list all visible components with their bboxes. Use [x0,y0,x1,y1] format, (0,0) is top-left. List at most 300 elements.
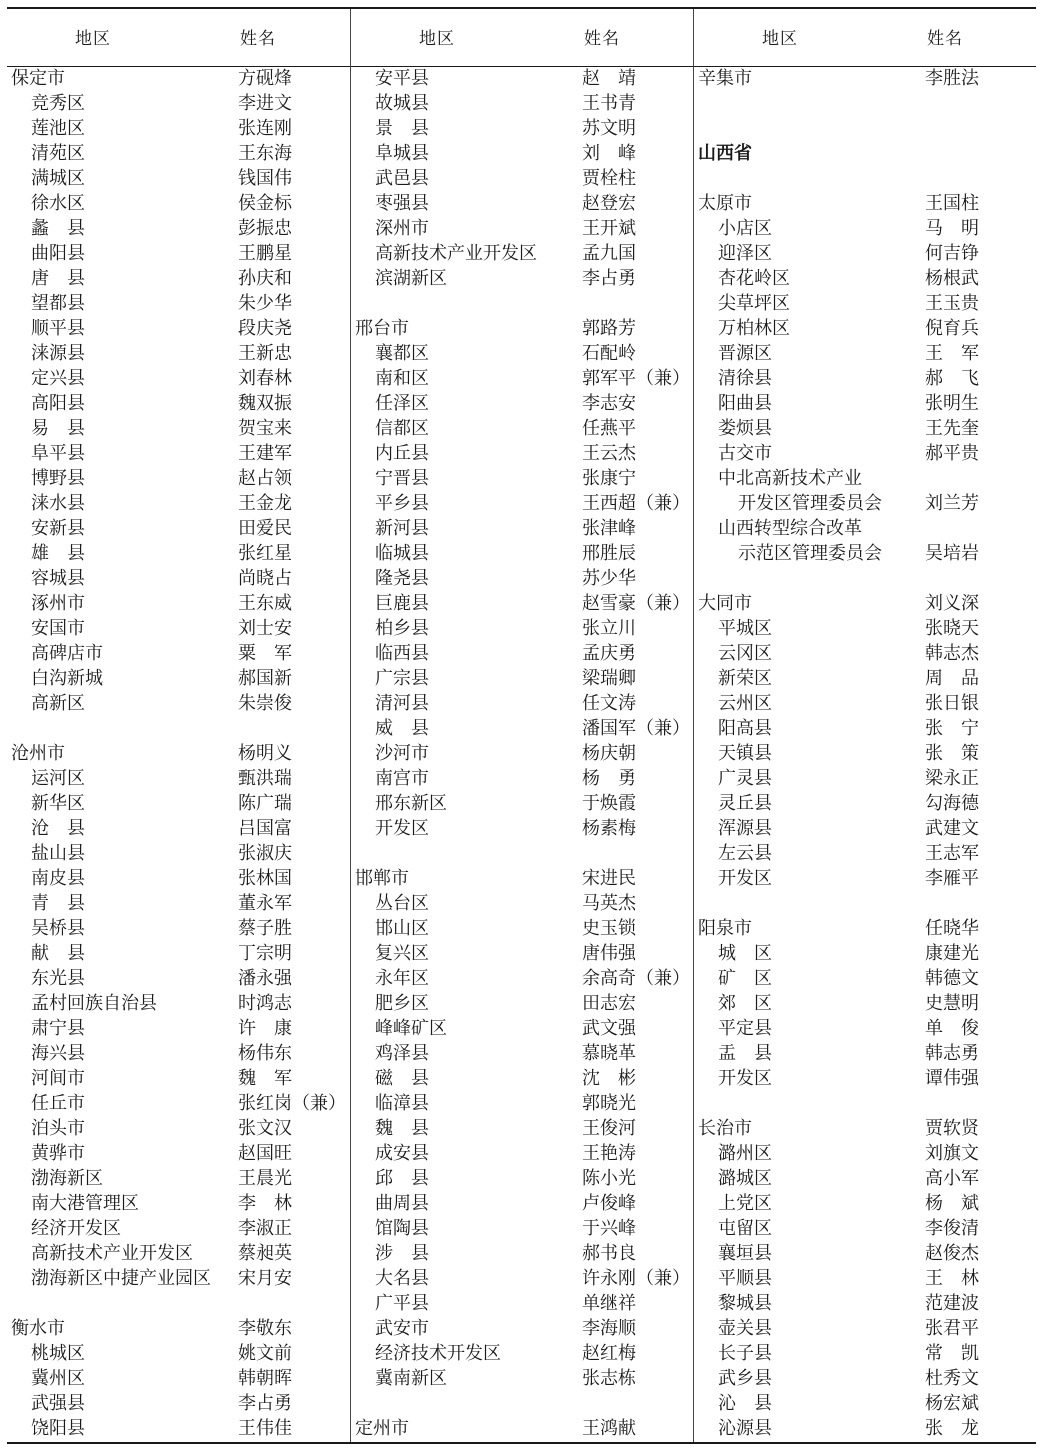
name-cell: 彭振忠 [238,218,292,239]
name-cell: 王国柱 [925,193,979,214]
table-column-1 [7,9,349,1439]
region-cell: 鸡泽县 [375,1043,429,1064]
table-row [7,441,349,466]
name-cell: 侯金标 [238,193,292,214]
table-row [7,1066,349,1091]
name-cell: 王志军 [925,843,979,864]
name-cell: 刘 峰 [582,143,636,164]
table-row [7,1366,349,1391]
region-cell: 杏花岭区 [718,268,790,289]
region-cell: 山西转型综合改革 [718,518,862,539]
name-cell: 杨宏斌 [925,1393,979,1414]
name-cell: 张 宁 [925,718,979,739]
region-cell: 临漳县 [375,1093,429,1114]
name-cell: 张志栋 [582,1368,636,1389]
name-cell: 李海顺 [582,1318,636,1339]
region-cell: 蠡 县 [31,218,85,239]
name-cell: 李志安 [582,393,636,414]
name-cell: 朱少华 [238,293,292,314]
table-row [694,716,1036,741]
table-row [7,1341,349,1366]
name-cell: 王金龙 [238,493,292,514]
name-cell: 姚文前 [238,1343,292,1364]
region-cell: 沧州市 [11,743,65,764]
name-cell: 赵登宏 [582,193,636,214]
region-cell: 南宫市 [375,768,429,789]
name-cell: 董永军 [238,893,292,914]
name-cell: 方砚烽 [238,68,292,89]
region-cell: 左云县 [718,843,772,864]
name-cell: 张文汉 [238,1118,292,1139]
name-cell: 吴培岩 [925,543,979,564]
table-row [7,116,349,141]
region-cell: 桃城区 [31,1343,85,1364]
table-row [694,591,1036,616]
name-cell: 常 凯 [925,1343,979,1364]
name-cell: 刘士安 [238,618,292,639]
region-cell: 滨湖新区 [375,268,447,289]
name-cell: 任晓华 [925,918,979,939]
name-cell: 陈小光 [582,1168,636,1189]
table-row [694,1316,1036,1341]
region-cell: 太原市 [698,193,752,214]
region-cell: 上党区 [718,1193,772,1214]
table-row [351,891,693,916]
name-cell: 张 龙 [925,1418,979,1439]
region-cell: 临西县 [375,643,429,664]
table-row [351,391,693,416]
table-row [351,291,693,316]
name-cell: 苏文明 [582,118,636,139]
region-cell: 安国市 [31,618,85,639]
region-cell: 山西省 [698,143,752,164]
region-cell: 平顺县 [718,1268,772,1289]
officials-table [7,0,1036,1449]
name-cell: 梁永正 [925,768,979,789]
table-row [7,1016,349,1041]
name-cell: 郭晓光 [582,1093,636,1114]
region-cell: 晋源区 [718,343,772,364]
table-row [694,1241,1036,1266]
table-bottom-rule [7,1442,1036,1444]
name-cell: 勾海德 [925,793,979,814]
region-cell: 平定县 [718,1018,772,1039]
region-cell: 高新区 [31,693,85,714]
region-cell: 定兴县 [31,368,85,389]
table-row [351,1166,693,1191]
table-row [7,416,349,441]
region-cell: 潞城区 [718,1168,772,1189]
name-cell: 于兴峰 [582,1218,636,1239]
region-cell: 屯留区 [718,1218,772,1239]
table-row [7,91,349,116]
region-cell: 广宗县 [375,668,429,689]
name-cell: 倪育兵 [925,318,979,339]
region-cell: 南大港管理区 [31,1193,139,1214]
table-row [7,541,349,566]
name-cell: 杨 斌 [925,1193,979,1214]
rows [694,66,1036,1441]
region-cell: 邢台市 [355,318,409,339]
table-row [351,166,693,191]
table-row [351,1091,693,1116]
region-cell: 沧 县 [31,818,85,839]
region-cell: 经济技术开发区 [375,1343,501,1364]
table-row [351,316,693,341]
region-cell: 衡水市 [11,1318,65,1339]
table-row [7,141,349,166]
table-row [7,816,349,841]
name-cell: 杨伟东 [238,1043,292,1064]
name-cell: 张林国 [238,868,292,889]
table-row [351,566,693,591]
name-cell: 韩朝晖 [238,1368,292,1389]
region-cell: 冀州区 [31,1368,85,1389]
region-cell: 曲周县 [375,1193,429,1214]
region-cell: 安平县 [375,68,429,89]
region-cell: 复兴区 [375,943,429,964]
table-row [351,91,693,116]
region-cell: 巨鹿县 [375,593,429,614]
table-row [694,466,1036,491]
table-row [7,1391,349,1416]
column-header [694,9,1036,66]
table-row [351,1216,693,1241]
table-row [694,766,1036,791]
table-row [7,691,349,716]
name-cell: 尚晓占 [238,568,292,589]
name-cell: 粟 军 [238,643,292,664]
region-cell: 阜平县 [31,443,85,464]
table-row [694,241,1036,266]
table-row [351,1116,693,1141]
rows [351,66,693,1441]
region-cell: 长子县 [718,1343,772,1364]
name-cell: 张康宁 [582,468,636,489]
table-row [351,1041,693,1066]
name-cell: 李敬东 [238,1318,292,1339]
region-cell: 邢东新区 [375,793,447,814]
region-cell: 灵丘县 [718,793,772,814]
table-row [351,1391,693,1416]
region-cell: 云冈区 [718,643,772,664]
column-header [7,9,349,66]
table-row [7,1191,349,1216]
name-cell: 王 军 [925,343,979,364]
table-row [694,1266,1036,1291]
table-row [7,1416,349,1441]
region-cell: 永年区 [375,968,429,989]
name-cell: 韩志勇 [925,1043,979,1064]
region-cell: 武邑县 [375,168,429,189]
name-cell: 谭伟强 [925,1068,979,1089]
name-cell: 张 策 [925,743,979,764]
region-cell: 沙河市 [375,743,429,764]
name-header: 姓名 [927,29,963,49]
table-row [694,66,1036,91]
table-row [7,1116,349,1141]
name-cell: 吕国富 [238,818,292,839]
table-row [694,541,1036,566]
region-cell: 磁 县 [375,1068,429,1089]
region-cell: 高新技术产业开发区 [31,1243,193,1264]
table-row [694,866,1036,891]
name-cell: 蔡昶英 [238,1243,292,1264]
table-row [351,1416,693,1441]
region-cell: 安新县 [31,518,85,539]
table-row [694,1291,1036,1316]
name-header: 姓名 [240,29,276,49]
region-cell: 青 县 [31,893,85,914]
table-row [351,1141,693,1166]
name-cell: 王 林 [925,1268,979,1289]
region-cell: 长治市 [698,1118,752,1139]
region-cell: 白沟新城 [31,668,103,689]
table-row [351,766,693,791]
table-row [351,666,693,691]
name-cell: 李 林 [238,1193,292,1214]
region-cell: 徐水区 [31,193,85,214]
region-cell: 涉 县 [375,1243,429,1264]
table-row [351,1291,693,1316]
table-row [7,916,349,941]
table-row [694,741,1036,766]
table-row [694,166,1036,191]
region-cell: 任丘市 [31,1093,85,1114]
region-cell: 柏乡县 [375,618,429,639]
region-cell: 平乡县 [375,493,429,514]
name-cell: 任文涛 [582,693,636,714]
name-cell: 苏少华 [582,568,636,589]
name-cell: 王俊河 [582,1118,636,1139]
table-row [7,516,349,541]
table-row [351,966,693,991]
table-row [7,1216,349,1241]
table-row [694,641,1036,666]
region-cell: 献 县 [31,943,85,964]
region-cell: 新河县 [375,518,429,539]
table-row [694,666,1036,691]
region-cell: 河间市 [31,1068,85,1089]
name-cell: 王西超（兼） [582,493,690,514]
name-cell: 王鸿献 [582,1418,636,1439]
table-row [694,1216,1036,1241]
table-row [7,191,349,216]
region-cell: 高碑店市 [31,643,103,664]
name-cell: 李占勇 [238,1393,292,1414]
region-cell: 矿 区 [718,968,772,989]
name-cell: 赵国旺 [238,1143,292,1164]
table-row [351,791,693,816]
name-cell: 张日银 [925,693,979,714]
name-cell: 朱崇俊 [238,693,292,714]
name-cell: 张君平 [925,1318,979,1339]
region-cell: 小店区 [718,218,772,239]
region-cell: 新荣区 [718,668,772,689]
table-row [7,66,349,91]
region-cell: 邱 县 [375,1168,429,1189]
region-cell: 武安市 [375,1318,429,1339]
table-row [351,816,693,841]
region-cell: 信都区 [375,418,429,439]
table-row [7,491,349,516]
table-row [7,166,349,191]
name-cell: 宋月安 [238,1268,292,1289]
name-cell: 梁瑞卿 [582,668,636,689]
name-cell: 李占勇 [582,268,636,289]
name-cell: 李胜法 [925,68,979,89]
region-cell: 平城区 [718,618,772,639]
region-cell: 竞秀区 [31,93,85,114]
region-cell: 涿州市 [31,593,85,614]
table-row [351,116,693,141]
region-cell: 景 县 [375,118,429,139]
region-cell: 容城县 [31,568,85,589]
name-cell: 李俊清 [925,1218,979,1239]
table-row [7,1266,349,1291]
name-header: 姓名 [584,29,620,49]
region-cell: 故城县 [375,93,429,114]
name-cell: 赵俊杰 [925,1243,979,1264]
table-row [694,1141,1036,1166]
region-cell: 渤海新区 [31,1168,103,1189]
name-cell: 王建军 [238,443,292,464]
table-row [694,91,1036,116]
name-cell: 石配岭 [582,343,636,364]
name-cell: 王晨光 [238,1168,292,1189]
name-cell: 王东威 [238,593,292,614]
table-row [7,741,349,766]
region-cell: 经济开发区 [31,1218,121,1239]
name-cell: 王书青 [582,93,636,114]
name-cell: 武建文 [925,818,979,839]
name-cell: 赵占领 [238,468,292,489]
region-cell: 辛集市 [698,68,752,89]
table-row [351,1066,693,1091]
name-cell: 王伟佳 [238,1418,292,1439]
region-cell: 成安县 [375,1143,429,1164]
name-cell: 杨庆朝 [582,743,636,764]
region-cell: 宁晋县 [375,468,429,489]
region-header: 地区 [75,29,111,49]
name-cell: 许 康 [238,1018,292,1039]
region-cell: 邯山区 [375,918,429,939]
region-cell: 迎泽区 [718,243,772,264]
region-header: 地区 [419,29,455,49]
table-row [7,666,349,691]
region-cell: 开发区 [375,818,429,839]
name-cell: 刘兰芳 [925,493,979,514]
table-row [7,591,349,616]
name-cell: 杨根武 [925,268,979,289]
name-cell: 宋进民 [582,868,636,889]
table-row [694,316,1036,341]
table-row [694,516,1036,541]
table-row [351,141,693,166]
table-row [694,416,1036,441]
name-cell: 刘义深 [925,593,979,614]
table-row [7,341,349,366]
name-cell: 许永刚（兼） [582,1268,690,1289]
name-cell: 时鸿志 [238,993,292,1014]
table-column-2 [351,9,693,1439]
table-row [694,1391,1036,1416]
region-cell: 丛台区 [375,893,429,914]
table-row [694,216,1036,241]
name-cell: 杨明义 [238,743,292,764]
table-row [694,1091,1036,1116]
name-cell: 王云杰 [582,443,636,464]
table-row [351,1241,693,1266]
table-row [351,591,693,616]
name-cell: 高小军 [925,1168,979,1189]
table-row [351,1016,693,1041]
name-cell: 任燕平 [582,418,636,439]
region-cell: 黄骅市 [31,1143,85,1164]
table-row [694,1116,1036,1141]
table-row [351,366,693,391]
table-row [7,891,349,916]
name-cell: 段庆尧 [238,318,292,339]
table-row [694,116,1036,141]
table-row [694,1066,1036,1091]
table-row [351,341,693,366]
name-cell: 王玉贵 [925,293,979,314]
name-cell: 张明生 [925,393,979,414]
name-cell: 张连刚 [238,118,292,139]
name-cell: 史玉锁 [582,918,636,939]
name-cell: 赵雪豪（兼） [582,593,690,614]
name-cell: 张立川 [582,618,636,639]
region-cell: 娄烦县 [718,418,772,439]
region-cell: 孟村回族自治县 [31,993,157,1014]
region-header: 地区 [762,29,798,49]
region-cell: 郊 区 [718,993,772,1014]
region-cell: 阳曲县 [718,393,772,414]
table-row [351,1366,693,1391]
name-cell: 魏双振 [238,393,292,414]
region-cell: 壶关县 [718,1318,772,1339]
region-cell: 新华区 [31,793,85,814]
table-row [351,716,693,741]
name-cell: 潘永强 [238,968,292,989]
region-cell: 保定市 [11,68,65,89]
name-cell: 陈广瑞 [238,793,292,814]
region-cell: 肃宁县 [31,1018,85,1039]
region-cell: 武乡县 [718,1368,772,1389]
table-row [694,1191,1036,1216]
table-row [694,1341,1036,1366]
name-cell: 贾栓柱 [582,168,636,189]
table-row [351,866,693,891]
name-cell: 于焕霞 [582,793,636,814]
name-cell: 蔡子胜 [238,918,292,939]
name-cell: 郝平贵 [925,443,979,464]
name-cell: 王艳涛 [582,1143,636,1164]
column-header [351,9,693,66]
region-cell: 隆尧县 [375,568,429,589]
region-cell: 清河县 [375,693,429,714]
table-column-3 [694,9,1036,1439]
region-cell: 大同市 [698,593,752,614]
table-row [7,1091,349,1116]
table-row [694,1166,1036,1191]
table-row [694,341,1036,366]
table-row [351,741,693,766]
table-row [694,1416,1036,1441]
region-cell: 任泽区 [375,393,429,414]
region-cell: 望都县 [31,293,85,314]
